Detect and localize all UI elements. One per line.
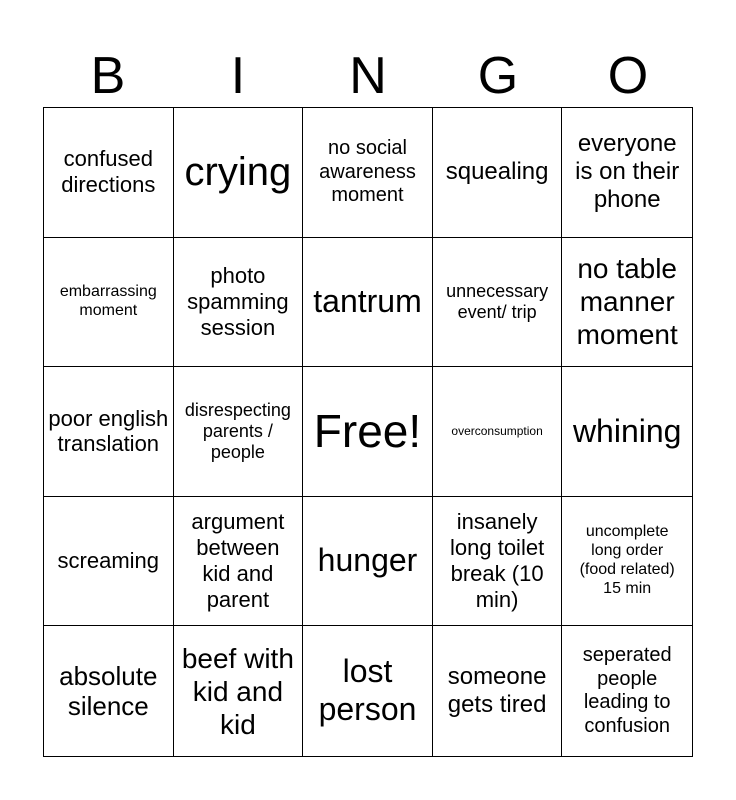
bingo-cell[interactable] (433, 367, 563, 497)
header-letter-g: G (477, 47, 519, 105)
cell-text: no table manner moment (576, 253, 678, 351)
bingo-cell[interactable] (174, 626, 304, 756)
bingo-cell[interactable] (44, 497, 174, 627)
cell-text: seperated people leading to confusion (582, 644, 672, 737)
cell-text: poor english translation (48, 405, 169, 457)
bingo-cell[interactable] (433, 626, 563, 756)
cell-text: disrespecting parents / people (184, 399, 291, 463)
cell-text: whining (572, 412, 682, 449)
bingo-cell[interactable] (303, 497, 433, 627)
bingo-cell[interactable] (562, 626, 692, 756)
bingo-cell[interactable] (562, 108, 692, 238)
header-letter-o: O (607, 47, 649, 105)
bingo-cell[interactable] (303, 108, 433, 238)
bingo-cell[interactable] (433, 108, 563, 238)
cell-text: unnecessary event/ trip (446, 280, 549, 322)
bingo-cell[interactable] (433, 497, 563, 627)
bingo-cell[interactable] (44, 108, 174, 238)
cell-text: uncomplete long order (food related) 15 min (579, 523, 675, 597)
bingo-header (43, 44, 693, 108)
cell-text: tantrum (313, 283, 422, 320)
cell-text: squealing (445, 158, 549, 186)
header-letter-n: N (349, 47, 387, 105)
cell-text: insanely long toilet break (10 min) (450, 509, 545, 613)
cell-text: no social awareness moment (319, 136, 416, 207)
bingo-cell[interactable] (303, 626, 433, 756)
bingo-cell[interactable] (44, 367, 174, 497)
cell-text: absolute silence (59, 660, 158, 722)
bingo-cell[interactable] (174, 238, 304, 368)
cell-text: beef with kid and kid (181, 642, 294, 740)
bingo-cell[interactable] (303, 367, 433, 497)
cell-text: overconsumption (451, 424, 543, 439)
bingo-cell[interactable] (562, 497, 692, 627)
bingo-cell[interactable] (44, 626, 174, 756)
cell-text: photo spamming session (187, 262, 289, 340)
cell-text: lost person (318, 653, 417, 728)
bingo-cell[interactable] (303, 238, 433, 368)
cell-text: someone gets tired (447, 662, 547, 719)
bingo-cell[interactable] (562, 238, 692, 368)
bingo-board (43, 107, 693, 757)
cell-text: hunger (317, 542, 418, 579)
cell-text: confused directions (61, 146, 156, 198)
cell-text: everyone is on their phone (575, 129, 680, 214)
cell-text: argument between kid and parent (191, 509, 285, 613)
bingo-cell[interactable] (44, 238, 174, 368)
cell-text: embarrassing moment (59, 283, 157, 319)
header-letter-b: B (90, 47, 126, 105)
bingo-cell[interactable] (174, 497, 304, 627)
cell-text: Free! (313, 405, 422, 458)
bingo-cell[interactable] (174, 367, 304, 497)
bingo-cell[interactable] (174, 108, 304, 238)
bingo-cell[interactable] (562, 367, 692, 497)
header-letter-i: I (230, 47, 246, 105)
cell-text: crying (184, 149, 292, 194)
bingo-cell[interactable] (433, 238, 563, 368)
cell-text: screaming (57, 548, 160, 574)
